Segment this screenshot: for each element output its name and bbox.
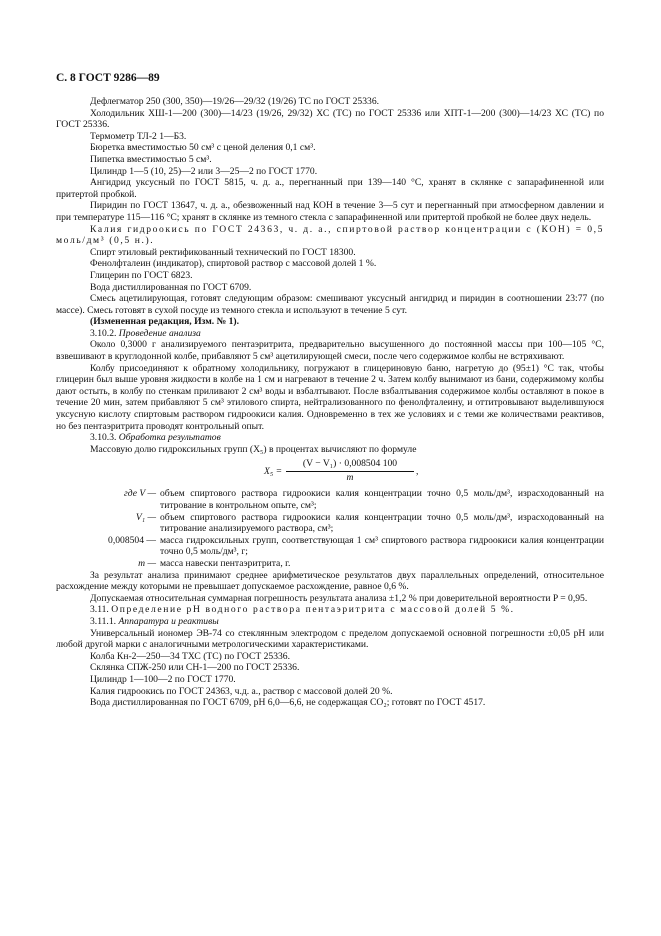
definition-label: 0,008504 — bbox=[108, 534, 156, 546]
text-line: Термометр ТЛ-2 1—Б3. bbox=[90, 130, 187, 142]
formula-comma: , bbox=[416, 466, 419, 478]
formula bbox=[56, 458, 604, 484]
text-line: Калия гидроокись по ГОСТ 24363, ч.д. а., раствор с массовой долей 20 %. bbox=[90, 685, 393, 697]
formula-numerator: (V − V₁) · 0,008504 100 bbox=[286, 458, 414, 472]
definition-text: объем спиртового раствора гидроокиси калия концентрации точно 0,5 моль/дм³, израсходованный на титрование анализируемого раствора, см³; bbox=[160, 511, 604, 535]
definition-text: масса гидроксильных групп, соответствующая 1 см³ спиртового раствора гидроокиси калия концентрации точно 0,5 моль/дм³, г; bbox=[160, 534, 604, 558]
section-number: 3.10.2. bbox=[90, 327, 117, 339]
definition-text: объем спиртового раствора гидроокиси калия концентрации точно 0,5 моль/дм³, израсходованный на титрование в контрольном опыте, см³; bbox=[160, 488, 604, 511]
section-number: 3.11. bbox=[90, 604, 109, 616]
text-line: Универсальный иономер ЭВ-74 со стеклянным электродом с пределом допускаемой основной погрешности ±0,05 рН или любой другой марки с аналогичными метрологическими характеристиками. bbox=[56, 627, 604, 651]
text-line: Колбу присоединяют к обратному холодильнику, погружают в глицериновую баню, нагретую до (95±1) °С так, чтобы глицерин был выше уровня жидкости в колбе на 1 см и нагревают в течение 2 ч. Затем колбу вынимают из бани, содержимому колбы дают остыть, в колбу по стенкам приливают 2 см³ воды и взбалтывают. После взбалтывания содержимое колбы оставляют в покое в течение 20 мин, затем прибавляют 5 см³ этилового спирта, нейтрализованного по фенолфталеину, и оттитровывают выделившуюся уксусную кислоту спиртовым раствором гидроокиси калия. Одновременно в тех же условиях и с теми же количествами реактивов, но без пентаэритрита проводят контрольный опыт. bbox=[56, 362, 604, 432]
text-line: Бюретка вместимостью 50 см³ с ценой деления 0,1 см³. bbox=[90, 142, 316, 154]
section-number: 3.10.3. bbox=[90, 432, 117, 444]
definition-label: m — bbox=[138, 557, 156, 569]
text-line: Ангидрид уксусный по ГОСТ 5815, ч. д. а., перегнанный при 139—140 °С, хранят в склянке с запарафиненной или притертой пробкой. bbox=[56, 177, 604, 200]
document-body bbox=[56, 96, 604, 709]
section-title: Проведение анализа bbox=[118, 327, 201, 339]
text-line: Массовую долю гидроксильных групп (X₅) в процентах вычисляют по формуле bbox=[90, 443, 417, 455]
text-line: Спирт этиловый ректификованный технический по ГОСТ 18300. bbox=[90, 246, 356, 258]
text-line: За результат анализа принимают среднее арифметическое результатов двух параллельных определений, относительное расхождение между которыми не превышает допускаемое расхождение, равное 0,6 %. bbox=[56, 569, 604, 593]
text-line: Вода дистиллированная по ГОСТ 6709, рН 6,0—6,6, не содержащая CO₂; готовят по ГОСТ 4517. bbox=[90, 697, 486, 709]
section-title: Обработка результатов bbox=[118, 432, 221, 444]
text-line: Смесь ацетилирующая, готовят следующим образом: смешивают уксусный ангидрид и пиридин в соотношении 23:77 (по массе). Смесь готовят в сухой посуде из темного стекла и используют в течение 5 сут. bbox=[56, 293, 604, 316]
text-line: Колба Кн-2—250—34 ТХС (ТС) по ГОСТ 25336. bbox=[90, 650, 291, 662]
text-line: Холодильник ХШ-1—200 (300)—14/23 (19/26, 29/32) ХС (ТС) по ГОСТ 25336 или ХПТ-1—200 (300)—14/23 ХС (ТС) по ГОСТ 25336. bbox=[56, 107, 604, 131]
page-header: С. 8 ГОСТ 9286—89 bbox=[56, 72, 160, 84]
section-heading bbox=[56, 328, 604, 340]
section-number: 3.11.1. bbox=[90, 615, 117, 627]
definition-text: масса навески пентаэритрита, г. bbox=[160, 557, 291, 569]
section-heading bbox=[56, 432, 604, 444]
text-line: Допускаемая относительная суммарная погрешность результата анализа ±1,2 % при доверительной вероятности P = 0,95. bbox=[90, 592, 588, 604]
section-title: Аппаратура и реактивы bbox=[118, 615, 219, 627]
definition-label: где V — bbox=[124, 488, 156, 500]
definition-row bbox=[56, 535, 604, 558]
formula-fraction bbox=[286, 458, 414, 483]
section-heading bbox=[56, 604, 604, 616]
text-line: Цилиндр 1—5 (10, 25)—2 или 3—25—2 по ГОСТ 1770. bbox=[90, 165, 318, 177]
text-line: Вода дистиллированная по ГОСТ 6709. bbox=[90, 281, 252, 293]
amendment-note: (Измененная редакция, Изм. № 1). bbox=[90, 316, 240, 328]
definition-row bbox=[56, 512, 604, 535]
definition-row bbox=[56, 558, 604, 570]
text-line: Пипетка вместимостью 5 см³. bbox=[90, 153, 212, 165]
formula-lhs: X₅ = bbox=[264, 466, 283, 478]
text-line: Пиридин по ГОСТ 13647, ч. д. а., обезвоженный над КОН в течение 3—5 сут и перегнанный при атмосферном давлении и при температуре 115—116 °С; хранят в склянке из темного стекла с запарафиненной или притертой пробкой не более двух недель. bbox=[56, 200, 604, 223]
text-line: Калия гидроокись по ГОСТ 24363, ч. д. а., спиртовой раствор концентрации c (КОН) = 0,5 моль/дм³ (0,5 н.). bbox=[56, 223, 604, 247]
text-line: Дефлегматор 250 (300, 350)—19/26—29/32 (19/26) ТС по ГОСТ 25336. bbox=[90, 96, 380, 107]
text-line: Глицерин по ГОСТ 6823. bbox=[90, 269, 193, 281]
text-line: Цилиндр 1—100—2 по ГОСТ 1770. bbox=[90, 673, 236, 685]
text-line: Склянка СПЖ-250 или СН-1—200 по ГОСТ 25336. bbox=[90, 662, 300, 674]
definition-row bbox=[56, 488, 604, 511]
section-title: Определение рН водного раствора пентаэритрита с массовой долей 5 %. bbox=[111, 604, 515, 616]
section-heading bbox=[56, 616, 604, 628]
definition-label: V₁ — bbox=[135, 511, 156, 523]
text-line: Около 0,3000 г анализируемого пентаэритрита, предварительно высушенного до постоянной массы при 100—105 °С, взвешивают в круглодонной колбе, прибавляют 5 см³ ацетилирующей смеси, после чего содержимое колбы не встряхивают. bbox=[56, 339, 604, 363]
text-line: Фенолфталеин (индикатор), спиртовой раствор с массовой долей 1 %. bbox=[90, 258, 377, 270]
formula-denominator: m bbox=[346, 472, 354, 483]
